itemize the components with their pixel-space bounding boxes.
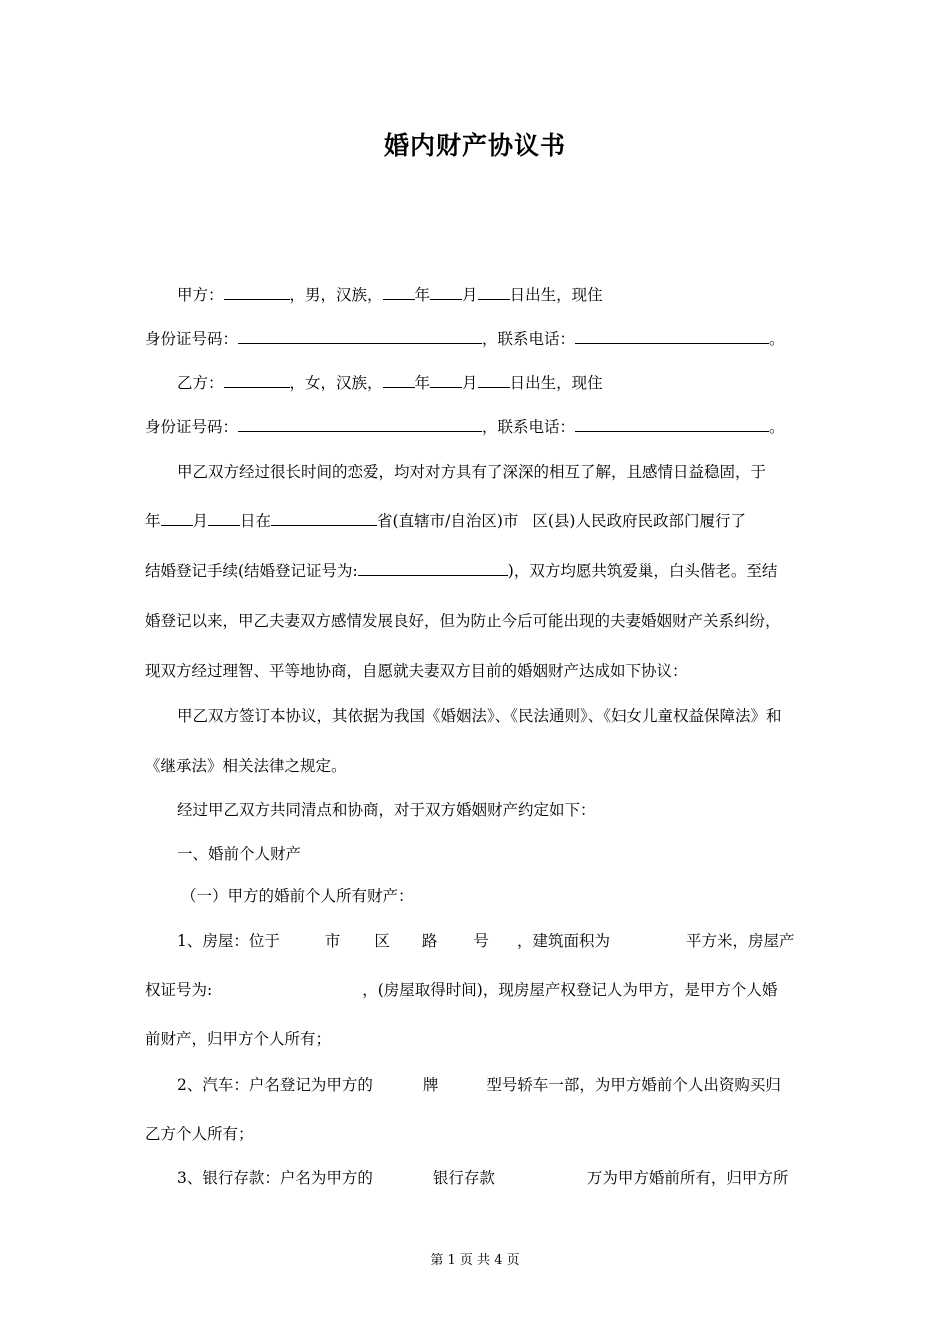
party-b-id-line: 身份证号码： ，联系电话： 。 xyxy=(145,418,785,436)
item-line: 1、房屋：位于 市 区 路 号 ，建筑面积为 平方米，房屋产 xyxy=(177,932,795,950)
item-line: 权证号为: ，(房屋取得时间)，现房屋产权登记人为甲方，是甲方个人婚 xyxy=(145,981,778,999)
party-a-id-line: 身份证号码： ，联系电话： 。 xyxy=(145,330,785,348)
blank-field xyxy=(224,373,290,388)
paragraph-line: 结婚登记手续(结婚登记证号为: )，双方均愿共筑爱巢，白头偕老。至结 xyxy=(145,562,778,580)
paragraph-line: 现双方经过理智、平等地协商，自愿就夫妻双方目前的婚姻财产达成如下协议： xyxy=(145,662,688,680)
paragraph-line: 甲乙双方经过很长时间的恋爱，均对对方具有了深深的相互了解，且感情日益稳固，于 xyxy=(177,463,767,481)
blank-field xyxy=(271,511,377,526)
blank-field xyxy=(161,511,193,526)
item-line: 乙方个人所有； xyxy=(145,1125,254,1143)
blank-field xyxy=(575,329,769,344)
blank-field xyxy=(358,561,508,576)
page-footer: 第 1 页 共 4 页 xyxy=(430,1253,520,1268)
paragraph-line: 《继承法》相关法律之规定。 xyxy=(145,757,347,775)
blank-field xyxy=(238,329,482,344)
blank-field xyxy=(383,285,415,300)
blank-field xyxy=(208,511,240,526)
item-line: 3、银行存款：户名为甲方的 银行存款 万为甲方婚前所有，归甲方所 xyxy=(177,1169,789,1187)
paragraph-line: 婚登记以来，甲乙夫妻双方感情发展良好，但为防止今后可能出现的夫妻婚姻财产关系纠纷， xyxy=(145,612,781,630)
paragraph-line: 年 月 日在 省(直辖市/自治区)市 区(县)人民政府民政部门履行了 xyxy=(145,512,746,530)
blank-field xyxy=(575,417,769,432)
blank-field xyxy=(238,417,482,432)
paragraph-line: 经过甲乙双方共同清点和协商，对于双方婚姻财产约定如下： xyxy=(177,801,596,819)
item-line: 前财产，归甲方个人所有； xyxy=(145,1030,332,1048)
party-b-line: 乙方： ，女，汉族， 年 月 日出生，现住 xyxy=(177,374,603,392)
blank-field xyxy=(430,285,462,300)
blank-field xyxy=(383,373,415,388)
blank-field xyxy=(224,285,290,300)
paragraph-line: 甲乙双方签订本协议，其依据为我国《婚姻法》、《民法通则》、《妇女儿童权益保障法》和 xyxy=(177,707,782,725)
blank-field xyxy=(478,285,510,300)
blank-field xyxy=(430,373,462,388)
subsection-heading: （一）甲方的婚前个人所有财产： xyxy=(181,887,414,905)
party-a-line: 甲方： ，男，汉族， 年 月 日出生，现住 xyxy=(177,286,603,304)
document-title: 婚内财产协议书 xyxy=(383,131,566,160)
section-heading: 一、婚前个人财产 xyxy=(177,845,302,863)
item-line: 2、汽车：户名登记为甲方的 牌 型号轿车一部，为甲方婚前个人出资购买归 xyxy=(177,1076,781,1094)
blank-field xyxy=(478,373,510,388)
